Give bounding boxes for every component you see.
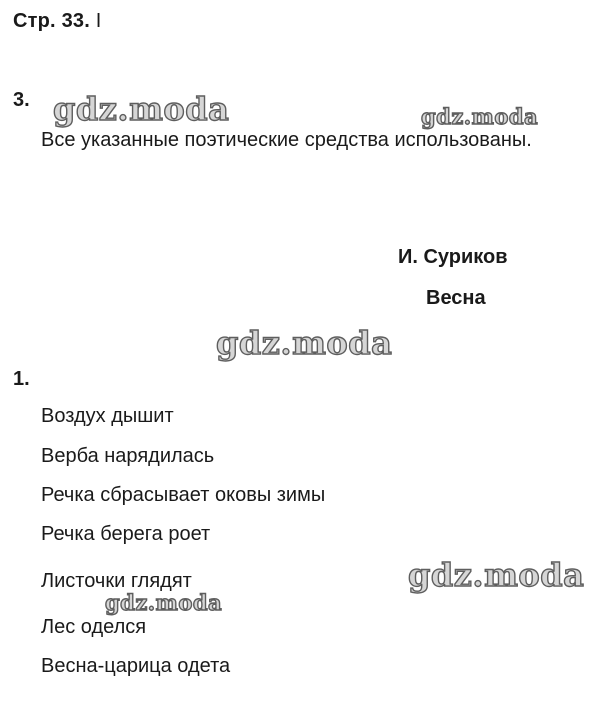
list-item: Речка сбрасывает оковы зимы [41,484,326,506]
page-header [13,10,102,33]
poem-title: Весна [426,287,486,309]
exercise-number-1: 1. [13,368,30,390]
list-item: Верба нарядилась [41,445,215,467]
watermark-logo: gdz.moda [421,104,539,129]
text-cursor: I [95,10,102,32]
watermark-logo: gdz.moda [53,90,230,128]
watermark-logo: gdz.moda [216,324,393,362]
poem-author: И. Суриков [398,246,508,268]
watermark-logo: gdz.moda [105,590,223,615]
page-header-text: Стр. 33. [13,10,96,32]
list-item: Листочки глядят [41,570,192,592]
exercise-number-3: 3. [13,89,30,111]
exercise-answer-3: Все указанные поэтические средства использованы. [41,129,532,151]
list-item: Весна-царица одета [41,655,231,677]
watermark-logo: gdz.moda [408,556,585,594]
list-item: Воздух дышит [41,405,174,427]
list-item: Лес оделся [41,616,147,638]
list-item: Речка берега роет [41,523,211,545]
